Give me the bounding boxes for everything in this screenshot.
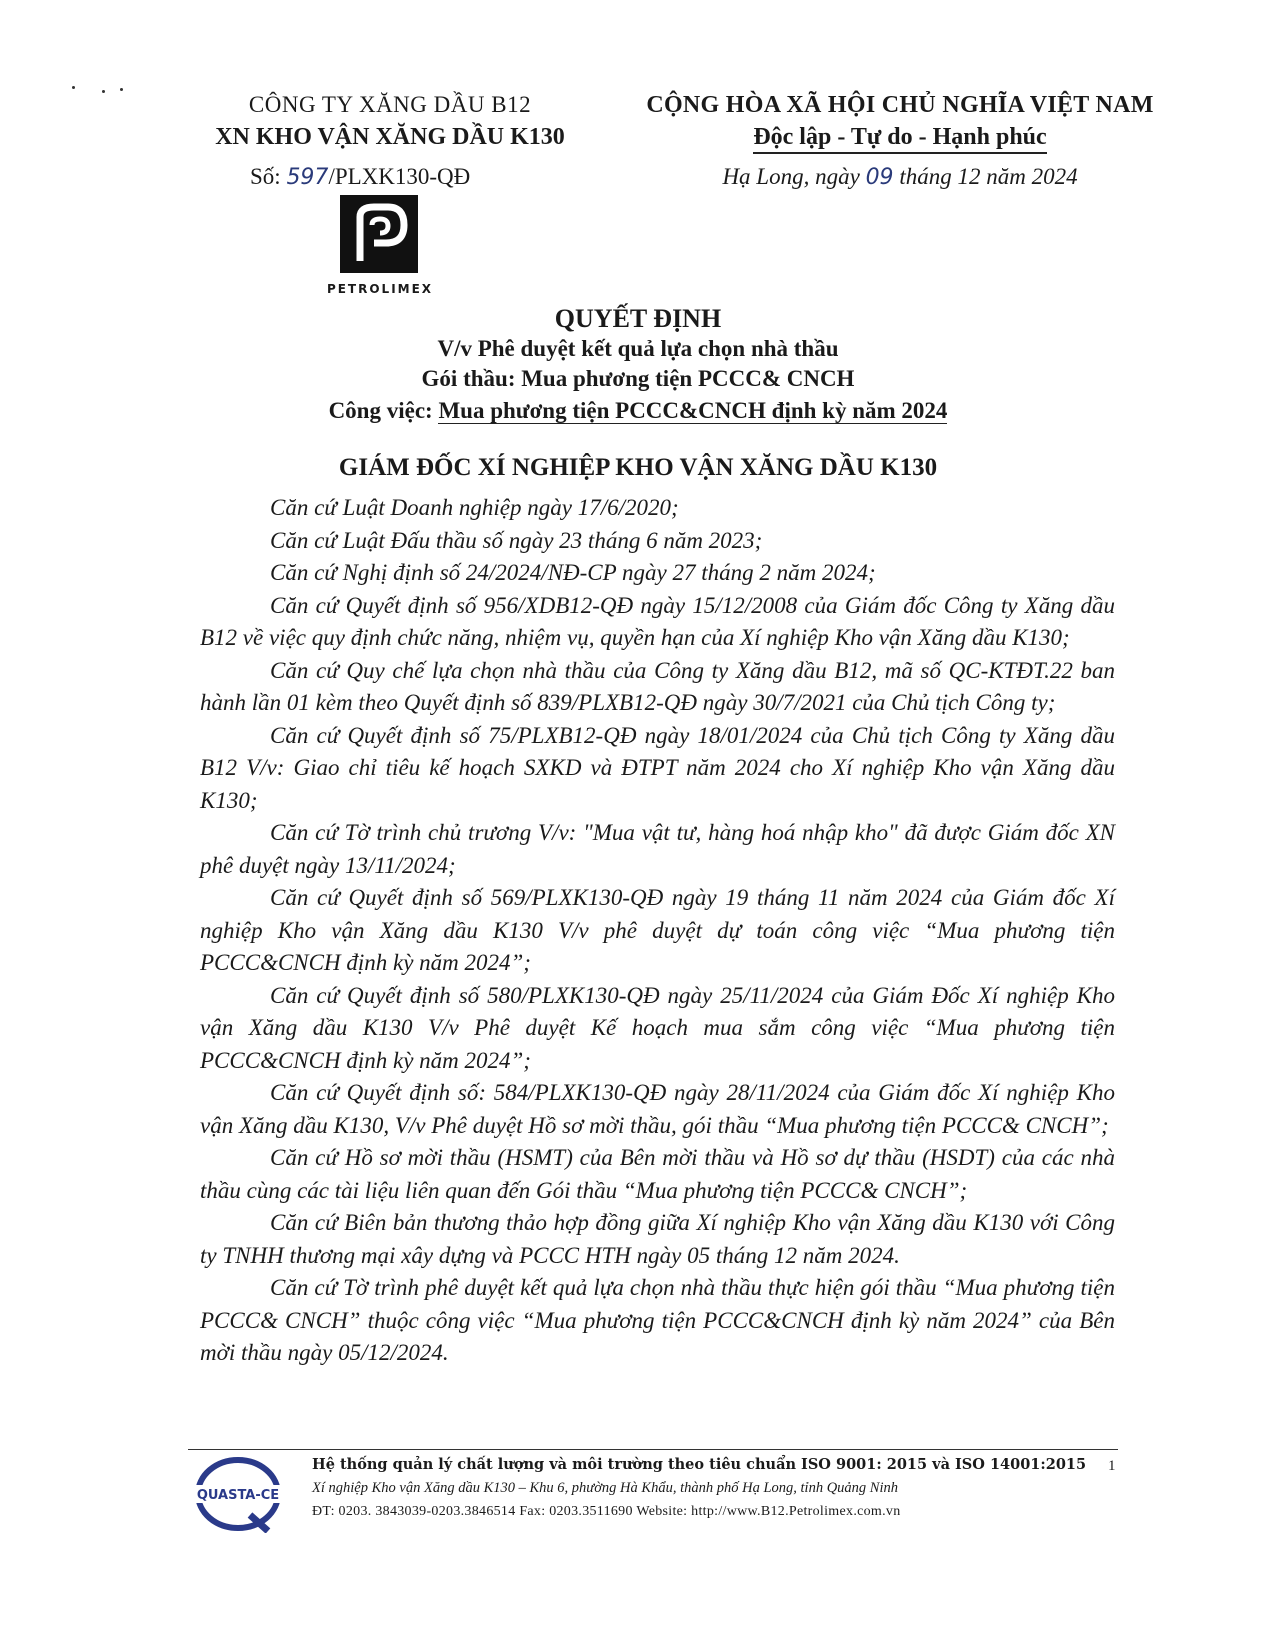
basis-paragraph: Căn cứ Tờ trình phê duyệt kết quả lựa chọn nhà thầu thực hiện gói thầu “Mua phương tiện PCCC& CNCH” thuộc công việc “Mua phương tiện PCCC&CNCH định kỳ năm 2024” của Bên mời thầu ngày 05/12/2024. xyxy=(200,1275,1115,1365)
national-motto-text: Độc lập - Tự do - Hạnh phúc xyxy=(753,124,1046,154)
basis-paragraph: Căn cứ Nghị định số 24/2024/NĐ-CP ngày 27 tháng 2 năm 2024; xyxy=(270,560,876,585)
logo-wordmark: PETROLIMEX xyxy=(326,282,434,296)
document-number-prefix: Số: xyxy=(250,164,287,189)
date-day-handwritten: 09 xyxy=(865,165,894,190)
basis-paragraph: Căn cứ Quy chế lựa chọn nhà thầu của Công ty Xăng dầu B12, mã số QC-KTĐT.22 ban hành lần 01 kèm theo Quyết định số 839/PLXB12-QĐ ngày 30/7/2021 của Chủ tịch Công ty; xyxy=(200,657,1115,715)
work-line-prefix: Công việc: xyxy=(328,398,439,423)
basis-paragraph: Căn cứ Luật Đấu thầu số ngày 23 tháng 6 năm 2023; xyxy=(270,527,763,553)
document-number-handwritten: 597 xyxy=(286,165,329,190)
basis-paragraph: Căn cứ Hồ sơ mời thầu (HSMT) của Bên mời thầu và Hồ sơ dự thầu (HSDT) của các nhà thầu cùng các tài liệu liên quan đến Gói thầu “Mua phương tiện PCCC& CNCH”; xyxy=(200,1145,1115,1203)
basis-paragraph: Căn cứ Quyết định số: 584/PLXK130-QĐ ngày 28/11/2024 của Giám đốc Xí nghiệp Kho vận Xăng dầu K130, V/v Phê duyệt Hồ sơ mời thầu, gói thầu “Mua phương tiện PCCC& CNCH”; xyxy=(200,1080,1115,1138)
work-line xyxy=(0,398,1276,424)
unit-name: XN KHO VẬN XĂNG DẦU K130 xyxy=(215,124,565,150)
quasta-cert-logo-icon xyxy=(188,1455,288,1533)
republic-heading: CỘNG HÒA XÃ HỘI CHỦ NGHĨA VIỆT NAM xyxy=(646,92,1154,118)
work-line-underlined: Mua phương tiện PCCC&CNCH định kỳ năm 2024 xyxy=(438,398,948,423)
package-line: Gói thầu: Mua phương tiện PCCC& CNCH xyxy=(421,366,855,391)
footer-divider xyxy=(188,1449,1118,1450)
document-number-suffix: /PLXK130-QĐ xyxy=(328,164,471,189)
basis-paragraph: Căn cứ Quyết định số 956/XDB12-QĐ ngày 15/12/2008 của Giám đốc Công ty Xăng dầu B12 về việc quy định chức năng, nhiệm vụ, quyền hạn của Xí nghiệp Kho vận Xăng dầu K130; xyxy=(200,592,1115,650)
basis-paragraph: Căn cứ Quyết định số 580/PLXK130-QĐ ngày 25/11/2024 của Giám Đốc Xí nghiệp Kho vận Xăng dầu K130 V/v Phê duyệt Kế hoạch mua sắm công việc “Mua phương tiện PCCC&CNCH định kỳ năm 2024”; xyxy=(200,982,1115,1073)
basis-paragraph: Căn cứ Biên bản thương thảo hợp đồng giữa Xí nghiệp Kho vận Xăng dầu K130 với Công ty TNHH thương mại xây dựng và PCCC HTH ngày 05 tháng 12 năm 2024. xyxy=(200,1210,1115,1268)
footer-contact: ĐT: 0203. 3843039-0203.3846514 Fax: 0203.3511690 Website: http://www.B12.Petrolimex.com.vn xyxy=(312,1504,901,1519)
national-motto xyxy=(620,124,1180,151)
basis-paragraph: Căn cứ Quyết định số 75/PLXB12-QĐ ngày 18/01/2024 của Chủ tịch Công ty Xăng dầu B12 V/v: Giao chỉ tiêu kế hoạch SXKD và ĐTPT năm 2024 cho Xí nghiệp Kho vận Xăng dầu K130; xyxy=(200,722,1115,813)
document-date xyxy=(620,164,1180,190)
legal-basis xyxy=(200,492,1115,1370)
footer-address: Xí nghiệp Kho vận Xăng dầu K130 – Khu 6, phường Hà Khẩu, thành phố Hạ Long, tỉnh Quảng Ninh xyxy=(312,1480,898,1496)
subject-line: V/v Phê duyệt kết quả lựa chọn nhà thầu xyxy=(437,336,839,361)
page-number: 1 xyxy=(1108,1458,1116,1474)
petrolimex-logo-icon xyxy=(340,195,418,273)
date-suffix: tháng 12 năm 2024 xyxy=(893,164,1078,189)
footer-iso-line: Hệ thống quản lý chất lượng và môi trường theo tiêu chuẩn ISO 9001: 2015 và ISO 14001:2015 xyxy=(312,1456,1087,1473)
company-name: CÔNG TY XĂNG DẦU B12 xyxy=(248,92,532,117)
director-heading: GIÁM ĐỐC XÍ NGHIỆP KHO VẬN XĂNG DẦU K130 xyxy=(338,454,938,481)
document-number xyxy=(250,164,470,190)
basis-paragraph: Căn cứ Tờ trình chủ trương V/v: "Mua vật tư, hàng hoá nhập kho" đã được Giám đốc XN phê duyệt ngày 13/11/2024; xyxy=(200,820,1115,878)
date-prefix: Hạ Long, ngày xyxy=(722,164,866,189)
basis-paragraph: Căn cứ Luật Doanh nghiệp ngày 17/6/2020; xyxy=(270,495,679,520)
quasta-logo-text: QUASTA-CE xyxy=(196,1488,280,1503)
document-title: QUYẾT ĐỊNH xyxy=(554,304,722,333)
basis-paragraph: Căn cứ Quyết định số 569/PLXK130-QĐ ngày 19 tháng 11 năm 2024 của Giám đốc Xí nghiệp Kho vận Xăng dầu K130 V/v phê duyệt dự toán công việc “Mua phương tiện PCCC&CNCH định kỳ năm 2024”; xyxy=(200,885,1115,975)
